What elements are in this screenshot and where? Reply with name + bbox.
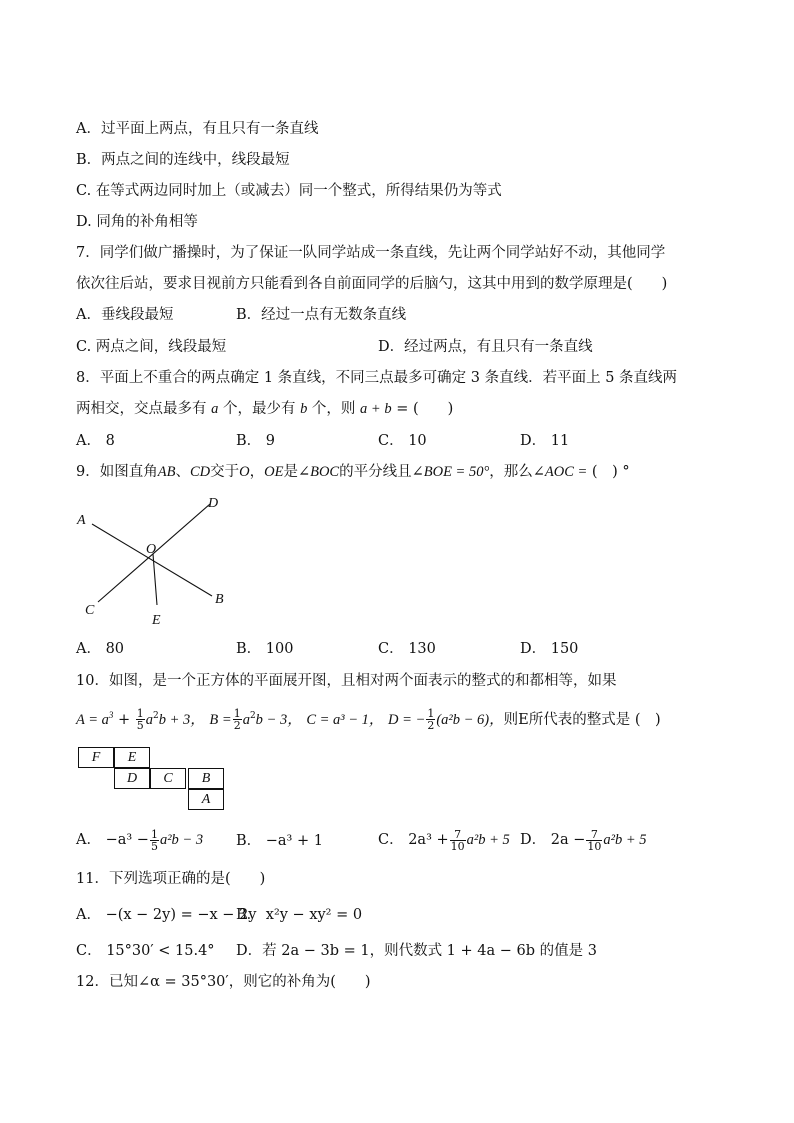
q11-stem: 11．下列选项正确的是( ) — [76, 871, 266, 887]
q10-def-a: A = a — [76, 711, 109, 728]
q9-option-c: C． 130 — [378, 641, 436, 657]
q7-stem-line2: 依次往后站，要求目视前方只能看到各自前面同学的后脑勺，这其中用到的数学原理是( ) — [76, 276, 668, 292]
q11-option-a: A． −(x − 2y) = −x − 2y — [76, 907, 257, 923]
q11-option-c: C． 15°30′ < 15.4° — [76, 943, 215, 959]
net-face-d: D — [114, 768, 150, 789]
q10-option-d: D． 2a − $\frac{7}{10}$ a²b + 5 — [520, 827, 647, 853]
q9-angle-boe: ∠BOE = 50° — [411, 464, 490, 480]
q9-option-a: A． 80 — [76, 641, 125, 657]
net-face-b: B — [188, 768, 224, 789]
q10-def-b: B = — [209, 711, 232, 728]
q9-angle-figure — [70, 490, 250, 630]
q9-option-d: D． 150 — [520, 641, 579, 657]
q6-option-b: B．两点之间的连线中，线段最短 — [76, 152, 290, 168]
q10-cube-net-figure — [78, 747, 228, 813]
q10-option-b: B． −a³ + 1 — [236, 833, 323, 849]
q12-stem: 12．已知∠α = 35°30′，则它的补角为( ) — [76, 974, 371, 990]
q8-option-b: B． 9 — [236, 433, 275, 449]
q9-text: ， — [249, 464, 265, 480]
q8-text: 个，则 — [307, 401, 361, 417]
q9-line-cd: CD — [189, 464, 211, 480]
q6-option-d: D. 同角的补角相等 — [76, 214, 198, 230]
q7-option-b: B．经过一点有无数条直线 — [236, 307, 407, 323]
q8-var-b: b — [300, 401, 308, 417]
q8-option-c: C． 10 — [378, 433, 427, 449]
q9-text: 、 — [175, 464, 190, 480]
q8-text: 个，最少有 — [218, 401, 301, 417]
q9-stem — [76, 462, 630, 482]
fraction: $\frac{1}{5}$ — [136, 707, 144, 733]
q8-expression: a + b — [360, 401, 392, 417]
q8-option-a: A． 8 — [76, 433, 115, 449]
q10-option-c: C． 2a³ + $\frac{7}{10}$ a²b + 5 — [378, 827, 510, 853]
label-e: E — [152, 613, 161, 628]
q6-option-a: A．过平面上两点，有且只有一条直线 — [76, 121, 319, 137]
q10-stem-line1: 10．如图，是一个正方体的平面展开图，且相对两个面表示的整式的和都相等，如果 — [76, 673, 617, 689]
net-face-e: E — [114, 747, 150, 768]
q9-text: 的平分线且 — [339, 464, 412, 480]
q9-angle-aoc: ∠AOC = — [532, 464, 588, 480]
net-face-c: C — [150, 768, 186, 789]
q9-line-ab: AB — [157, 464, 176, 480]
q8-option-d: D． 11 — [520, 433, 570, 449]
q8-text: = ( ) — [391, 401, 454, 417]
q9-ray-oe: OE — [264, 464, 284, 480]
q10-option-a: A． −a³ − $\frac{1}{5}$ a²b − 3 — [76, 827, 204, 853]
q7-option-d: D．经过两点，有且只有一条直线 — [378, 339, 593, 355]
q10-definitions: $A = a^3$ + $\frac{1}{5}$ $a^2b + 3$， B = $\frac{1}{2}$ $a^2b - 3$， C = a³ − 1， D = − $\frac{1}{2}$ (a²b − 6)，则E所代表的整式是 ( ) — [76, 707, 661, 733]
q7-option-c: C. 两点之间，线段最短 — [76, 339, 227, 355]
q8-text: 两相交，交点最多有 — [76, 401, 212, 417]
q10-def-d: D = − — [388, 711, 426, 728]
q8-stem-line1: 8．平面上不重合的两点确定 1 条直线，不同三点最多可确定 3 条直线．若平面上 5 条直线两 — [76, 370, 678, 386]
q10-stem-end: 则E所代表的整式是 ( ) — [503, 711, 661, 728]
q9-point-o: O — [239, 464, 250, 480]
q9-text: 9．如图直角 — [76, 464, 158, 480]
q7-option-a: A．垂线段最短 — [76, 307, 174, 323]
line-ab — [92, 524, 212, 596]
q9-text: ，那么 — [489, 464, 533, 480]
label-d: D — [208, 496, 219, 511]
q7-stem-line1: 7．同学们做广播操时，为了保证一队同学站成一条直线，先让两个同学站好不动，其他同学 — [76, 245, 666, 261]
net-face-f: F — [78, 747, 114, 768]
q10-def-c: C = a³ − 1， — [306, 711, 384, 728]
q11-option-d: D．若 2a − 3b = 1，则代数式 1 + 4a − 6b 的值是 3 — [236, 943, 597, 959]
net-face-a: A — [188, 789, 224, 810]
q6-option-c: C. 在等式两边同时加上（或减去）同一个整式，所得结果仍为等式 — [76, 183, 502, 199]
q9-angle-boc: ∠BOC — [297, 464, 340, 480]
label-c: C — [85, 603, 95, 618]
q9-option-b: B． 100 — [236, 641, 294, 657]
q9-text: ( ) ° — [587, 464, 630, 480]
fraction: $\frac{1}{2}$ — [233, 707, 241, 733]
q9-text: 交于 — [210, 464, 240, 480]
label-o: O — [146, 542, 157, 557]
q8-stem-line2 — [76, 399, 453, 419]
label-b: B — [215, 592, 224, 607]
q11-option-b: B． x²y − xy² = 0 — [236, 907, 363, 923]
q8-var-a: a — [211, 401, 219, 417]
fraction: $\frac{1}{2}$ — [427, 707, 435, 733]
label-a: A — [77, 513, 86, 528]
q9-text: 是 — [283, 464, 298, 480]
